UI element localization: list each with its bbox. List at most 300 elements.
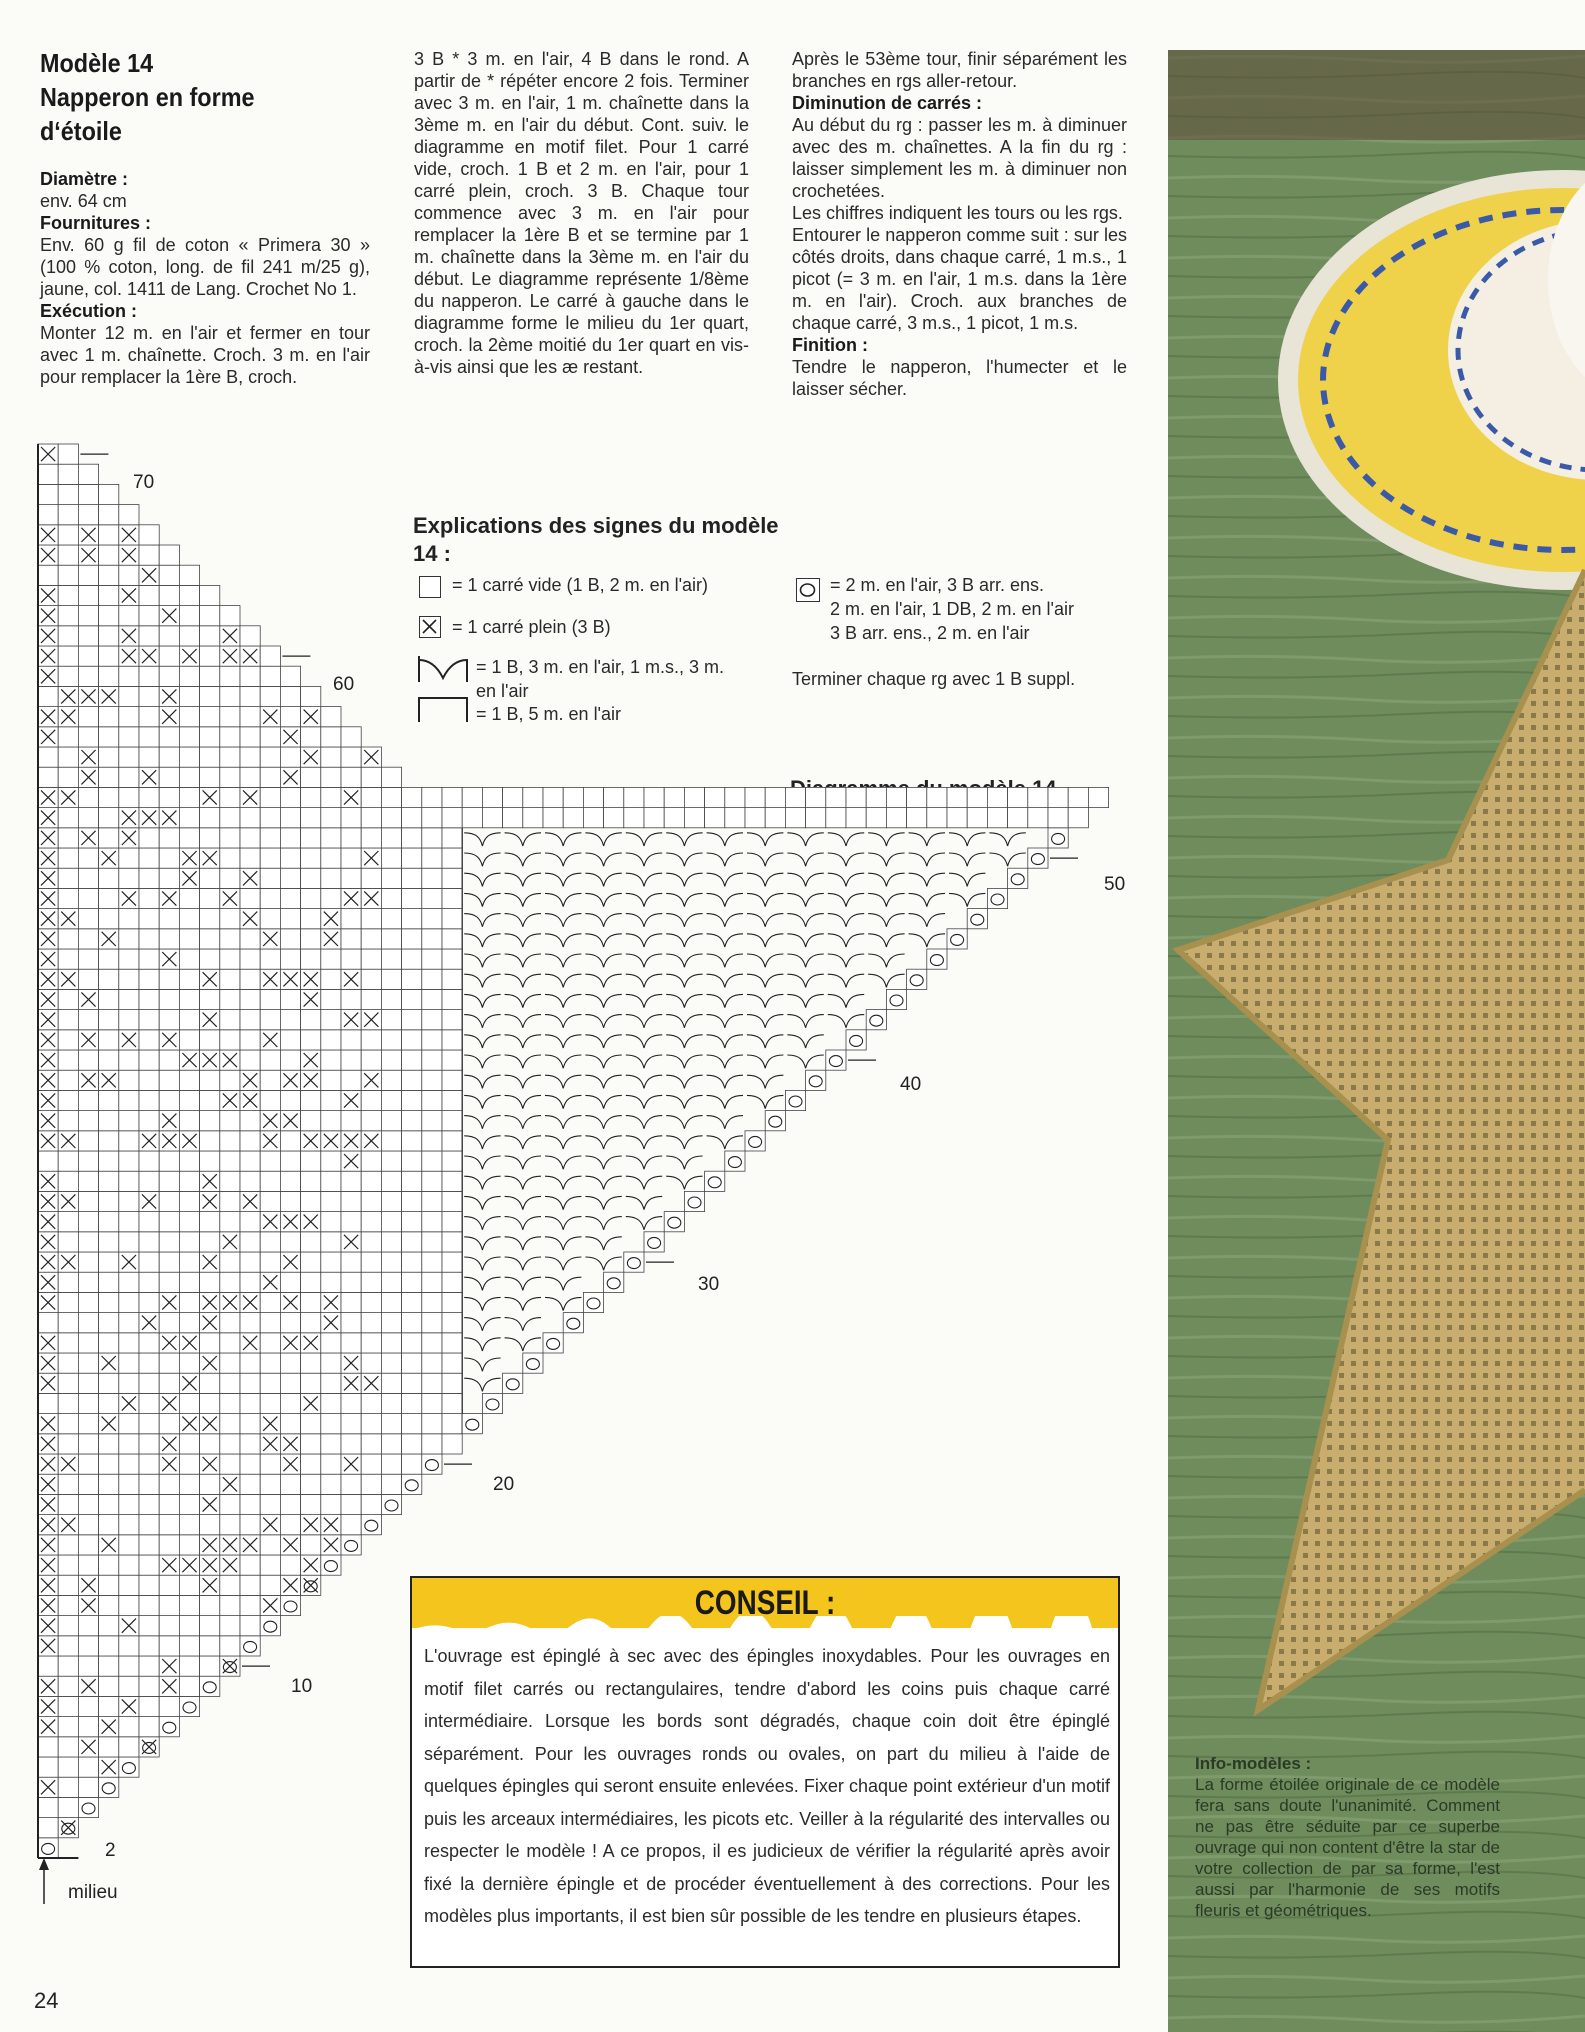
grid-cell (179, 1535, 199, 1555)
fournitures-label: Fournitures : (40, 213, 151, 233)
grid-cell (301, 1191, 321, 1211)
grid-cell (220, 1595, 240, 1615)
grid-cell (341, 1333, 361, 1353)
title-line-3: d‘étoile (40, 116, 122, 146)
grid-cell (442, 787, 462, 807)
grid-cell (58, 525, 78, 545)
grid-cell (280, 868, 300, 888)
grid-cell (321, 1111, 341, 1131)
arch-mark (545, 893, 581, 906)
grid-cell (240, 1010, 260, 1030)
arch-mark (585, 994, 621, 1007)
circle-cell (543, 1333, 563, 1353)
arch-mark (626, 1217, 662, 1230)
grid-cell (240, 1050, 260, 1070)
grid-cell (260, 1454, 280, 1474)
arch-mark (545, 1035, 581, 1048)
grid-cell (280, 1494, 300, 1514)
arch-mark (626, 833, 662, 846)
grid-cell (402, 1070, 422, 1090)
grid-cell (99, 1515, 119, 1535)
grid-cell (58, 1212, 78, 1232)
grid-cell (220, 1373, 240, 1393)
arch-mark (545, 974, 581, 987)
grid-cell (422, 808, 442, 828)
grid-cell (442, 1272, 462, 1292)
grid-cell (563, 808, 583, 828)
grid-cell (179, 1474, 199, 1494)
grid-cell (58, 1696, 78, 1716)
grid-cell (301, 1353, 321, 1373)
grid-cell (139, 848, 159, 868)
grid-cell (361, 1474, 381, 1494)
grid-cell (280, 1313, 300, 1333)
grid-cell (200, 646, 220, 666)
grid-cell (139, 1212, 159, 1232)
grid-cell (321, 1373, 341, 1393)
grid-cell (200, 929, 220, 949)
grid-cell (361, 1171, 381, 1191)
grid-cell (361, 1333, 381, 1353)
grid-cell (280, 707, 300, 727)
arch-mark (747, 934, 783, 947)
arch-mark (464, 1035, 500, 1048)
grid-cell (381, 949, 401, 969)
grid-cell (119, 909, 139, 929)
info-label: Info-modèles : (1195, 1754, 1312, 1773)
doily-photo-icon (1168, 50, 1585, 2032)
instructions-text: 3 B * 3 m. en l'air, 4 B dans le rond. A partir de * répéter encore 2 fois. Terminer avec 3 m. en l'air, 1 m. chaînette dans la 3ème m. en l'air du début. Cont. suiv. le diagramme en motif filet. Pour 1 carré vide, croch. 1 B et 2 m. en l'air, pour 1 carré plein, croch. 3 B. Chaque tour commence avec 3 m. en l'air pour remplacer la 1ère B et se termine par 1 m. chaînette dans la 3ème m. en l'air du début. Le diagramme représente 1/8ème du napperon. Le carré à gauche dans le diagramme forme le milieu du 1er quart, croch. la 2ème moitié du 1er quart en vis-à-vis ainsi que les æ restant. (414, 49, 749, 377)
arch-mark (505, 1075, 541, 1088)
grid-cell (422, 1232, 442, 1252)
grid-cell (220, 1252, 240, 1272)
grid-cell (119, 969, 139, 989)
grid-cell (200, 1373, 220, 1393)
grid-cell (725, 787, 745, 807)
grid-cell (99, 1151, 119, 1171)
grid-cell (301, 1373, 321, 1393)
grid-cell (58, 1616, 78, 1636)
grid-cell (604, 808, 624, 828)
grid-cell (179, 1454, 199, 1474)
grid-cell (78, 484, 98, 504)
grid-cell (422, 1151, 442, 1171)
grid-cell (78, 868, 98, 888)
grid-cell (361, 1414, 381, 1434)
grid-cell (58, 1414, 78, 1434)
grid-cell (402, 1474, 422, 1494)
grid-cell (200, 1232, 220, 1252)
grid-cell (361, 1393, 381, 1413)
grid-cell (280, 1131, 300, 1151)
grid-cell (260, 808, 280, 828)
grid-cell (321, 1454, 341, 1474)
grid-cell (280, 1232, 300, 1252)
grid-cell (422, 848, 442, 868)
grid-cell (280, 1030, 300, 1050)
arch-mark (909, 873, 945, 886)
grid-cell (58, 585, 78, 605)
grid-cell (301, 1494, 321, 1514)
grid-cell (260, 1171, 280, 1191)
grid-cell (139, 1232, 159, 1252)
grid-cell (78, 505, 98, 525)
grid-cell (280, 888, 300, 908)
grid-cell (119, 1494, 139, 1514)
grid-cell (179, 1494, 199, 1514)
arch-mark (505, 1257, 541, 1270)
grid-cell (240, 1575, 260, 1595)
arch-mark (505, 914, 541, 927)
grid-cell (179, 1212, 199, 1232)
arch-mark (747, 954, 783, 967)
grid-cell (907, 808, 927, 828)
grid-cell (402, 1353, 422, 1373)
grid-cell (78, 1191, 98, 1211)
grid-cell (179, 1696, 199, 1716)
grid-cell (987, 787, 1007, 807)
grid-cell (402, 1030, 422, 1050)
grid-cell (361, 767, 381, 787)
grid-cell (99, 909, 119, 929)
grid-cell (179, 828, 199, 848)
arch-mark (464, 1136, 500, 1149)
grid-cell (260, 1313, 280, 1333)
grid-cell (341, 1272, 361, 1292)
grid-cell (1048, 808, 1068, 828)
arch-mark (828, 853, 864, 866)
grid-cell (119, 1595, 139, 1615)
grid-cell (139, 1656, 159, 1676)
grid-cell (159, 1515, 179, 1535)
grid-cell (240, 989, 260, 1009)
grid-cell (341, 1292, 361, 1312)
grid-cell (99, 1030, 119, 1050)
arch-mark (707, 893, 743, 906)
legend-circle-line2: 2 m. en l'air, 1 DB, 2 m. en l'air (830, 599, 1074, 619)
grid-cell (99, 1292, 119, 1312)
grid-cell (99, 1696, 119, 1716)
grid-cell (321, 1555, 341, 1575)
grid-cell (220, 707, 240, 727)
arch-mark (626, 914, 662, 927)
grid-cell (78, 1232, 98, 1252)
grid-cell (78, 464, 98, 484)
grid-cell (119, 1434, 139, 1454)
grid-cell (240, 626, 260, 646)
grid-cell (402, 1313, 422, 1333)
grid-cell (99, 1272, 119, 1292)
grid-cell (381, 1131, 401, 1151)
grid-cell (442, 1393, 462, 1413)
grid-cell (139, 606, 159, 626)
grid-cell (139, 1676, 159, 1696)
grid-cell (301, 848, 321, 868)
grid-cell (1008, 787, 1028, 807)
arch-mark (626, 873, 662, 886)
arch-mark (585, 1075, 621, 1088)
grid-cell (301, 1252, 321, 1272)
grid-cell (200, 747, 220, 767)
grid-cell (341, 828, 361, 848)
title-line-1: Modèle 14 (40, 48, 154, 78)
grid-cell (381, 1333, 401, 1353)
grid-cell (381, 1070, 401, 1090)
grid-cell (99, 646, 119, 666)
grid-cell (179, 1656, 199, 1676)
grid-cell (462, 787, 482, 807)
grid-cell (321, 1434, 341, 1454)
grid-cell (179, 747, 199, 767)
grid-cell (967, 808, 987, 828)
grid-cell (58, 1474, 78, 1494)
grid-cell (806, 787, 826, 807)
grid-cell (78, 808, 98, 828)
circle-cell (826, 1050, 846, 1070)
grid-cell (78, 1272, 98, 1292)
grid-cell (280, 1555, 300, 1575)
grid-cell (179, 1252, 199, 1272)
grid-cell (422, 1070, 442, 1090)
grid-cell (321, 1151, 341, 1171)
grid-cell (785, 787, 805, 807)
arch-mark (545, 833, 581, 846)
grid-cell (78, 1494, 98, 1514)
grid-cell (159, 565, 179, 585)
grid-cell (179, 1292, 199, 1312)
arch-mark (585, 974, 621, 987)
grid-cell (119, 1373, 139, 1393)
grid-cell (341, 1434, 361, 1454)
grid-cell (78, 1090, 98, 1110)
grid-cell (442, 1090, 462, 1110)
grid-cell (78, 1555, 98, 1575)
arch-mark (909, 853, 945, 866)
grid-cell (402, 808, 422, 828)
grid-cell (886, 808, 906, 828)
grid-cell (159, 787, 179, 807)
grid-cell (422, 1030, 442, 1050)
legend-empty: = 1 carré vide (1 B, 2 m. en l'air) (452, 575, 709, 595)
grid-cell (78, 949, 98, 969)
arch-mark (545, 1136, 581, 1149)
grid-cell (58, 1353, 78, 1373)
legend-title: Explications des signes du modèle 14 : (413, 513, 779, 566)
grid-cell (58, 1717, 78, 1737)
arch-mark (626, 1156, 662, 1169)
grid-cell (321, 888, 341, 908)
grid-cell (422, 909, 442, 929)
arch-mark (505, 1297, 541, 1310)
grid-cell (402, 1010, 422, 1030)
arch-mark (585, 853, 621, 866)
grid-cell (321, 1272, 341, 1292)
grid-cell (442, 989, 462, 1009)
grid-cell (159, 1252, 179, 1272)
grid-cell (220, 606, 240, 626)
arch-mark (868, 934, 904, 947)
arch-mark (464, 893, 500, 906)
grid-cell (482, 808, 502, 828)
circle-cell (644, 1232, 664, 1252)
arch-mark (868, 974, 904, 987)
grid-cell (58, 1535, 78, 1555)
arch-mark (505, 1277, 541, 1290)
grid-cell (1068, 808, 1088, 828)
grid-cell (159, 1232, 179, 1252)
grid-cell (280, 929, 300, 949)
arch-mark (828, 914, 864, 927)
arch-mark (464, 853, 500, 866)
grid-cell (159, 1373, 179, 1393)
grid-cell (159, 585, 179, 605)
grid-cell (402, 1454, 422, 1474)
grid-cell (200, 1111, 220, 1131)
grid-cell (220, 1414, 240, 1434)
grid-cell (301, 727, 321, 747)
arch-mark (464, 1156, 500, 1169)
grid-cell (321, 989, 341, 1009)
grid-cell (200, 1656, 220, 1676)
grid-cell (381, 1111, 401, 1131)
arch-mark (787, 853, 823, 866)
grid-cell (361, 929, 381, 949)
grid-cell (240, 1171, 260, 1191)
grid-cell (139, 1353, 159, 1373)
grid-cell (220, 1151, 240, 1171)
grid-cell (402, 787, 422, 807)
grid-cell (58, 1797, 78, 1817)
grid-cell (381, 929, 401, 949)
grid-cell (341, 747, 361, 767)
grid-cell (78, 1616, 98, 1636)
arch-mark (505, 893, 541, 906)
grid-cell (139, 1474, 159, 1494)
grid-cell (119, 1656, 139, 1676)
grid-cell (179, 585, 199, 605)
grid-cell (58, 828, 78, 848)
grid-cell (78, 565, 98, 585)
grid-cell (280, 989, 300, 1009)
arch-mark (585, 934, 621, 947)
grid-cell (321, 1212, 341, 1232)
grid-cell (179, 1313, 199, 1333)
grid-cell (301, 1313, 321, 1333)
grid-cell (139, 1070, 159, 1090)
intro-text: Après le 53ème tour, finir séparément les branches en rgs aller-retour. (792, 49, 1127, 91)
grid-cell (200, 1515, 220, 1535)
grid-cell (78, 1454, 98, 1474)
grid-cell (58, 747, 78, 767)
arch-mark (666, 954, 702, 967)
grid-cell (381, 767, 401, 787)
grid-cell (967, 787, 987, 807)
grid-cell (220, 949, 240, 969)
grid-cell (422, 1252, 442, 1272)
grid-cell (341, 848, 361, 868)
grid-cell (159, 1494, 179, 1514)
grid-cell (38, 1737, 58, 1757)
arch-mark (828, 873, 864, 886)
arch-mark (626, 1116, 662, 1129)
grid-cell (78, 1757, 98, 1777)
grid-cell (139, 828, 159, 848)
row-label-20: 20 (493, 1474, 515, 1495)
grid-cell (301, 949, 321, 969)
grid-cell (159, 969, 179, 989)
grid-cell (422, 1191, 442, 1211)
grid-cell (402, 1111, 422, 1131)
grid-cell (442, 828, 462, 848)
grid-cell (58, 1393, 78, 1413)
grid-cell (58, 444, 78, 464)
grid-cell (119, 1191, 139, 1211)
grid-cell (381, 828, 401, 848)
grid-cell (78, 707, 98, 727)
grid-cell (260, 1292, 280, 1312)
grid-cell (159, 1272, 179, 1292)
grid-cell (381, 1252, 401, 1272)
grid-cell (442, 888, 462, 908)
grid-cell (321, 1474, 341, 1494)
grid-cell (139, 1535, 159, 1555)
grid-cell (301, 1090, 321, 1110)
legend-arch-line2: en l'air (476, 681, 529, 701)
grid-cell (99, 747, 119, 767)
grid-cell (38, 1656, 58, 1676)
grid-cell (159, 1616, 179, 1636)
grid-cell (99, 484, 119, 504)
legend-arch-line1: = 1 B, 3 m. en l'air, 1 m.s., 3 m. (476, 657, 725, 677)
arch-mark (747, 1015, 783, 1028)
grid-cell (99, 565, 119, 585)
arch-mark (666, 934, 702, 947)
grid-cell (563, 787, 583, 807)
arch-mark (464, 1196, 500, 1209)
grid-cell (442, 1151, 462, 1171)
grid-cell (240, 828, 260, 848)
grid-cell (341, 1212, 361, 1232)
grid-cell (220, 1454, 240, 1474)
row-label-30: 30 (698, 1274, 720, 1295)
arch-mark (989, 853, 1025, 866)
grid-cell (119, 1676, 139, 1696)
grid-cell (402, 989, 422, 1009)
grid-cell (341, 1474, 361, 1494)
grid-cell (139, 626, 159, 646)
grid-cell (442, 1212, 462, 1232)
grid-cell (139, 909, 159, 929)
grid-cell (119, 1555, 139, 1575)
grid-cell (179, 565, 199, 585)
circle-cell (1048, 828, 1068, 848)
grid-cell (200, 1070, 220, 1090)
arch-mark (585, 1136, 621, 1149)
arch-mark (666, 893, 702, 906)
grid-cell (260, 1191, 280, 1211)
arch-mark (545, 1257, 581, 1270)
grid-cell (99, 888, 119, 908)
grid-cell (99, 505, 119, 525)
grid-cell (381, 1010, 401, 1030)
arch-mark (666, 1075, 702, 1088)
grid-cell (1028, 808, 1048, 828)
grid-cell (119, 1171, 139, 1191)
grid-cell (119, 787, 139, 807)
grid-cell (341, 767, 361, 787)
grid-cell (58, 646, 78, 666)
grid-cell (78, 848, 98, 868)
